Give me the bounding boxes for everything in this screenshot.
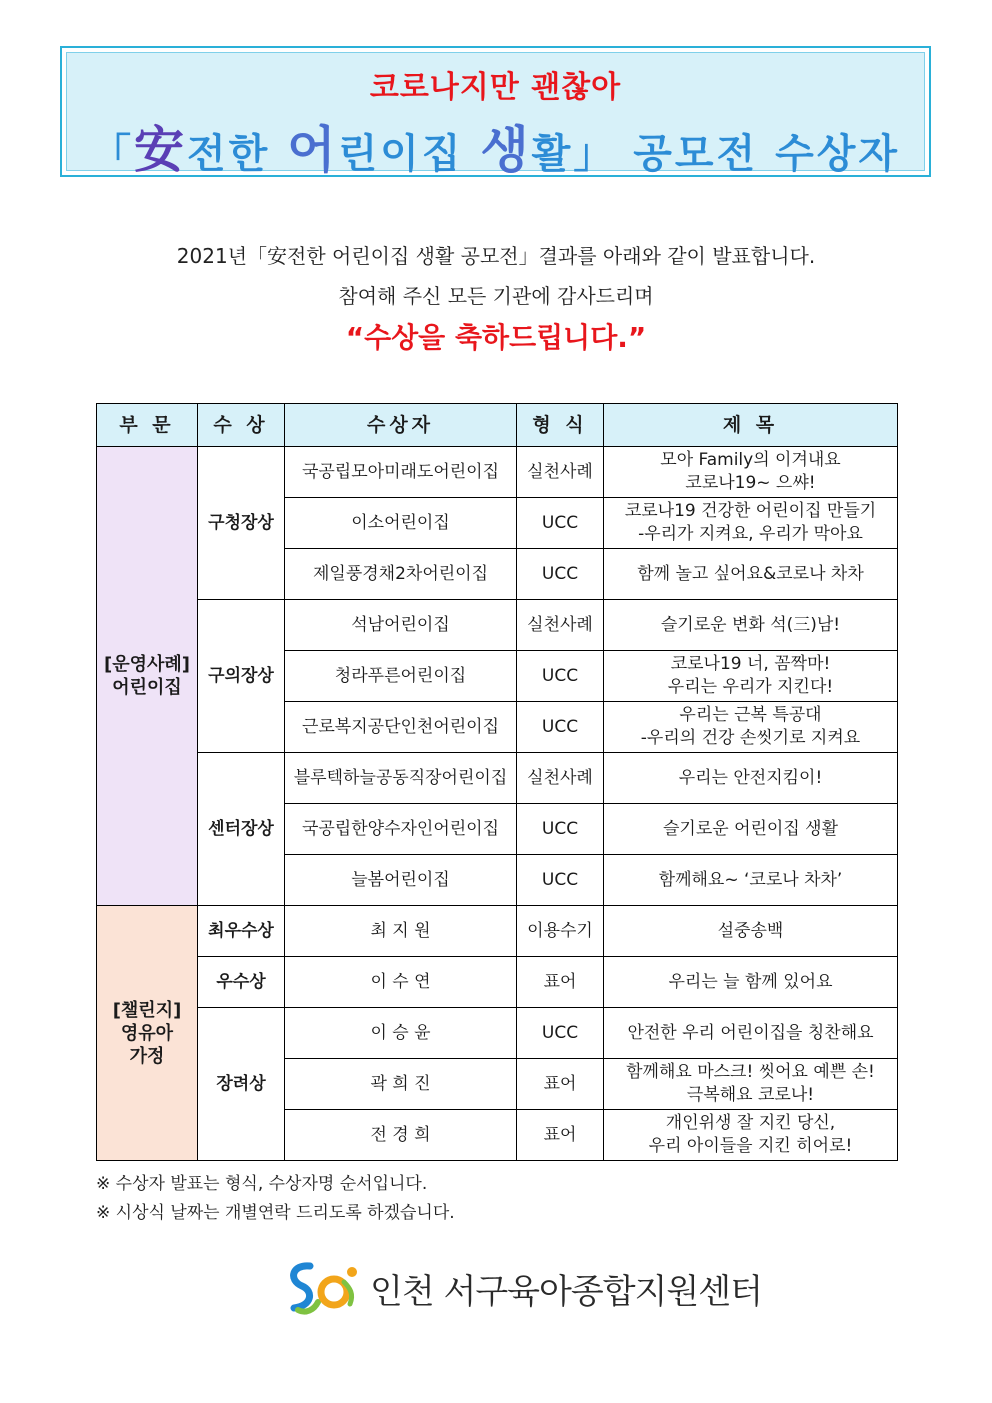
winner-cell: 근로복지공단인천어린이집	[285, 702, 517, 753]
table-row	[97, 600, 898, 651]
format-cell: UCC	[517, 498, 604, 549]
title-cell: 안전한 우리 어린이집을 칭찬해요	[604, 1008, 898, 1059]
header-winner: 수상자	[285, 404, 517, 447]
center-logo-icon	[284, 1258, 364, 1316]
winner-cell: 이 승 윤	[285, 1008, 517, 1059]
header-award: 수 상	[198, 404, 285, 447]
title-cell: 모아 Family의 이겨내요 코로나19~ 으쌰!	[604, 447, 898, 498]
format-cell: 표어	[517, 957, 604, 1008]
table-header-row	[97, 404, 898, 447]
award-cell: 구의장상	[198, 600, 285, 753]
table-row	[97, 753, 898, 804]
footnote-ceremony: ※ 시상식 날짜는 개별연락 드리도록 하겠습니다.	[96, 1203, 455, 1223]
awards-table	[96, 403, 898, 1161]
congratulations-text: “수상을 축하드립니다.”	[345, 321, 647, 354]
winner-cell: 곽 희 진	[285, 1059, 517, 1110]
format-cell: UCC	[517, 1008, 604, 1059]
winner-cell: 블루텍하늘공동직장어린이집	[285, 753, 517, 804]
banner-tagline: 코로나지만 괜찮아	[369, 70, 622, 105]
award-cell: 구청장상	[198, 447, 285, 600]
title-word1-first: 安	[133, 121, 187, 179]
format-cell: 표어	[517, 1059, 604, 1110]
center-logo-text: 인천 서구육아종합지원센터	[370, 1272, 762, 1312]
winner-cell: 국공립모아미래도어린이집	[285, 447, 517, 498]
intro-line-2: 참여해 주신 모든 기관에 감사드리며	[338, 284, 654, 308]
title-word2-first: 어	[287, 121, 339, 179]
format-cell: UCC	[517, 855, 604, 906]
table-row	[97, 957, 898, 1008]
format-cell: 실천사례	[517, 447, 604, 498]
winner-cell: 제일풍경채2차어린이집	[285, 549, 517, 600]
title-cell: 슬기로운 변화 석(三)남!	[604, 600, 898, 651]
title-cell: 우리는 근복 특공대 -우리의 건강 손씻기로 지켜요	[604, 702, 898, 753]
title-word3-rest: 활	[531, 131, 574, 177]
format-cell: 표어	[517, 1110, 604, 1161]
title-cell: 설중송백	[604, 906, 898, 957]
award-cell: 장려상	[198, 1008, 285, 1161]
format-cell: UCC	[517, 549, 604, 600]
table-row	[97, 447, 898, 498]
division-label: [운영사례] 어린이집	[103, 654, 190, 698]
format-cell: 실천사례	[517, 600, 604, 651]
footnotes	[96, 1170, 455, 1228]
award-cell: 우수상	[198, 957, 285, 1008]
winner-cell: 최 지 원	[285, 906, 517, 957]
format-cell: UCC	[517, 702, 604, 753]
title-cell: 함께 놀고 싶어요&코로나 차차	[604, 549, 898, 600]
winner-cell: 늘봄어린이집	[285, 855, 517, 906]
winner-cell: 이 수 연	[285, 957, 517, 1008]
title-cell: 우리는 안전지킴이!	[604, 753, 898, 804]
table-row	[97, 1008, 898, 1059]
title-cell: 함께해요 마스크! 씻어요 예쁜 손! 극복해요 코로나!	[604, 1059, 898, 1110]
title-open-bracket: 「	[90, 131, 134, 177]
title-cell: 코로나19 건강한 어린이집 만들기 -우리가 지켜요, 우리가 막아요	[604, 498, 898, 549]
winner-cell: 청라푸른어린이집	[285, 651, 517, 702]
banner-title	[62, 110, 929, 182]
winner-cell: 국공립한양수자인어린이집	[285, 804, 517, 855]
title-word2-rest: 린이집	[338, 131, 464, 177]
winner-cell: 석남어린이집	[285, 600, 517, 651]
header-format: 형 식	[517, 404, 604, 447]
format-cell: UCC	[517, 804, 604, 855]
header-division: 부 문	[97, 404, 198, 447]
format-cell: 실천사례	[517, 753, 604, 804]
title-close: 」 공모전 수상자	[573, 131, 901, 177]
title-word3-first: 생	[480, 121, 532, 179]
division-cell	[97, 906, 198, 1161]
title-banner	[60, 46, 931, 177]
table-row	[97, 906, 898, 957]
center-logo	[284, 1258, 762, 1318]
title-cell: 슬기로운 어린이집 생활	[604, 804, 898, 855]
winner-cell: 전 경 희	[285, 1110, 517, 1161]
award-cell: 최우수상	[198, 906, 285, 957]
title-cell: 우리는 늘 함께 있어요	[604, 957, 898, 1008]
title-cell: 개인위생 잘 지킨 당신, 우리 아이들을 지킨 히어로!	[604, 1110, 898, 1161]
title-cell: 함께해요~ ‘코로나 차차’	[604, 855, 898, 906]
award-cell: 센터장상	[198, 753, 285, 906]
footnote-order: ※ 수상자 발표는 형식, 수상자명 순서입니다.	[96, 1174, 428, 1194]
title-cell: 코로나19 너, 꼼짝마! 우리는 우리가 지킨다!	[604, 651, 898, 702]
intro-line-1: 2021년「安전한 어린이집 생활 공모전」결과를 아래와 같이 발표합니다.	[176, 244, 816, 268]
division-cell	[97, 447, 198, 906]
format-cell: UCC	[517, 651, 604, 702]
format-cell: 이용수기	[517, 906, 604, 957]
title-word1-rest: 전한	[186, 131, 271, 177]
header-title: 제 목	[604, 404, 898, 447]
winner-cell: 이소어린이집	[285, 498, 517, 549]
division-label: [챌린지] 영유아 가정	[112, 999, 182, 1067]
